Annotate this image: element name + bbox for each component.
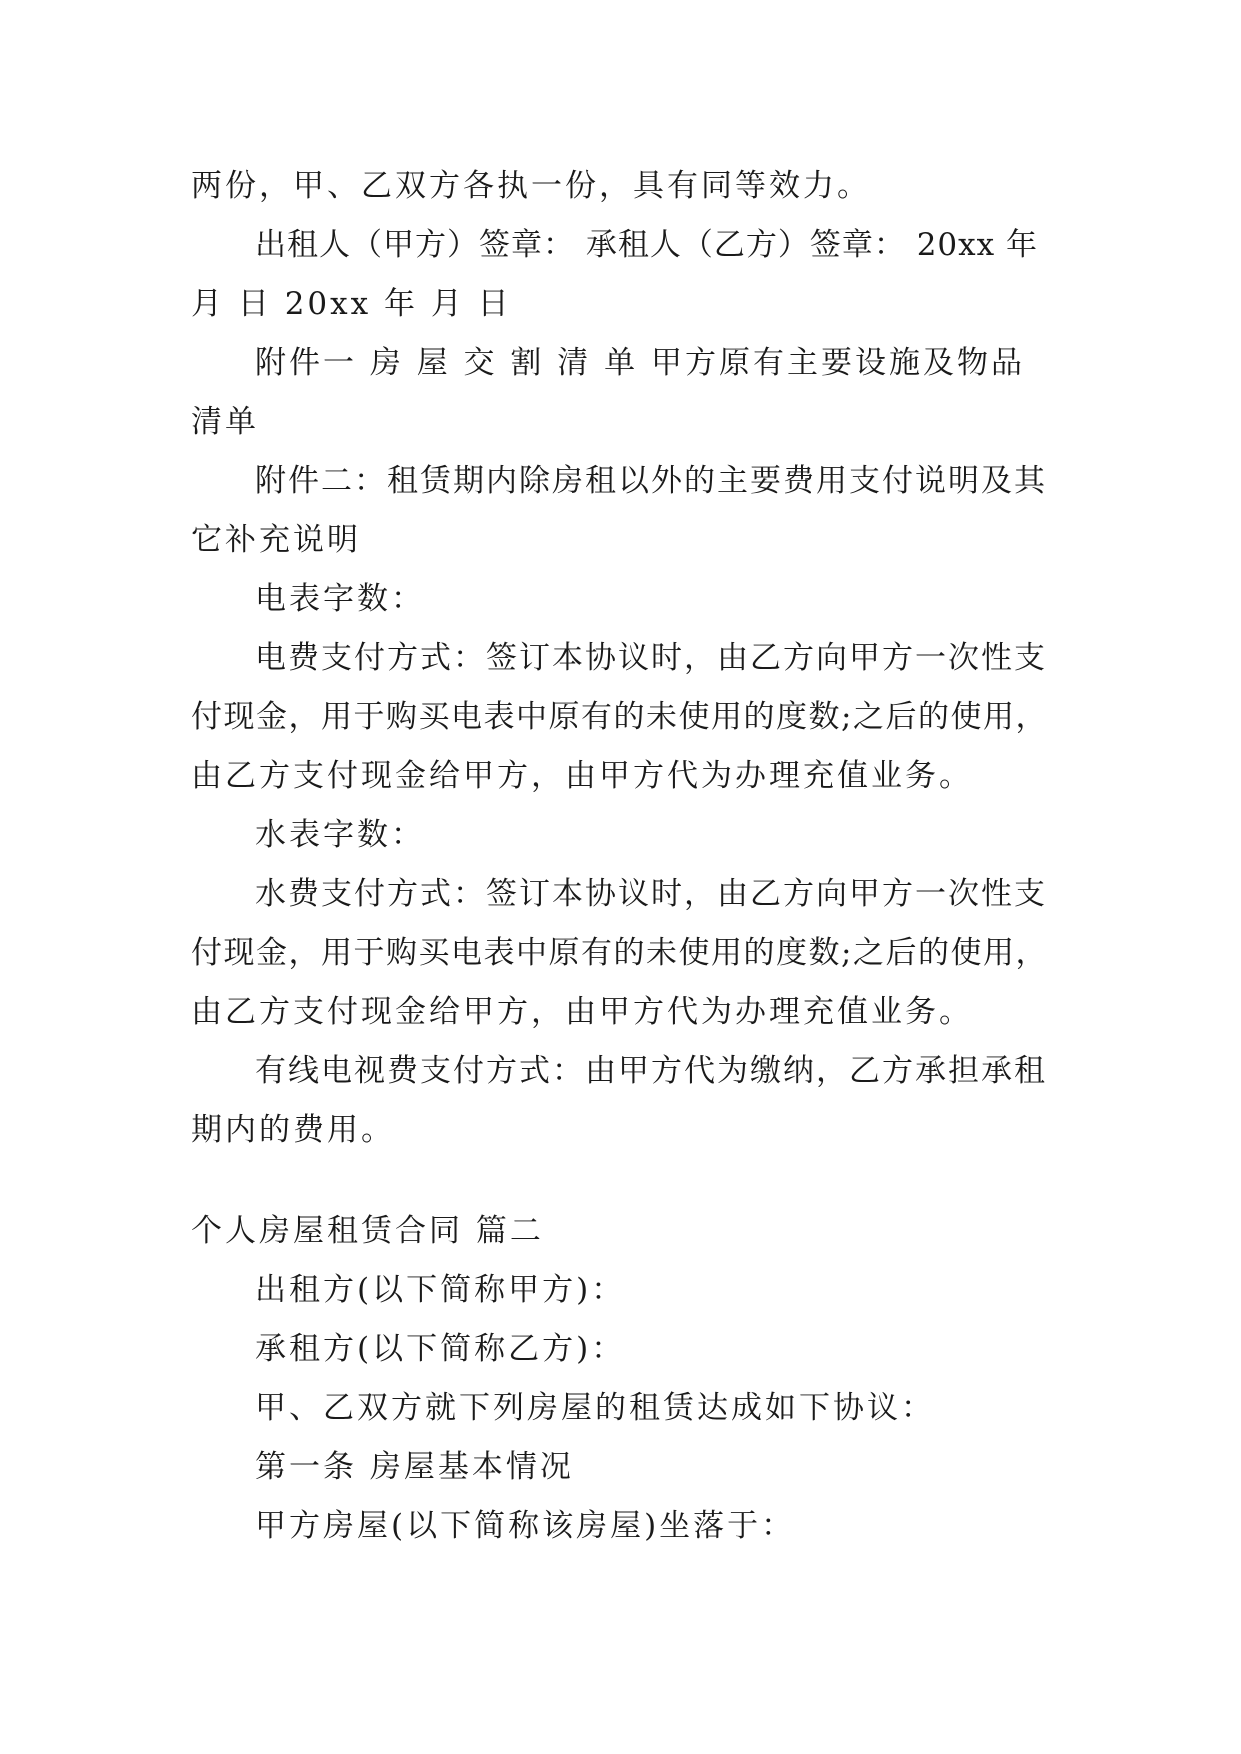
water-payment-line: 水费支付方式：签订本协议时，由乙方向甲方一次性支 (255, 876, 1047, 912)
water-meter-label: 水表字数： (255, 817, 425, 853)
electric-meter-label: 电表字数： (255, 581, 425, 617)
text-line: 两份，甲、乙双方各执一份，具有同等效力。 (191, 168, 871, 204)
section-heading: 个人房屋租赁合同 篇二 (191, 1213, 544, 1249)
date-line: 月 日 20xx 年 月 日 (191, 286, 512, 322)
electric-payment-line: 电费支付方式：签订本协议时，由乙方向甲方一次性支 (255, 640, 1047, 676)
cable-tv-payment-line: 有线电视费支付方式：由甲方代为缴纳，乙方承担承租 (255, 1053, 1047, 1089)
lessee-line: 承租方(以下简称乙方)： (255, 1331, 626, 1367)
attachment-two-line: 附件二：租赁期内除房租以外的主要费用支付说明及其 (255, 463, 1047, 499)
property-location-line: 甲方房屋(以下简称该房屋)坐落于： (255, 1508, 796, 1544)
lessor-line: 出租方(以下简称甲方)： (255, 1272, 626, 1308)
signature-line: 出租人（甲方）签章： 承租人（乙方）签章： 20xx 年 (255, 227, 1038, 263)
text-line: 由乙方支付现金给甲方，由甲方代为办理充值业务。 (191, 994, 973, 1030)
agreement-line: 甲、乙双方就下列房屋的租赁达成如下协议： (255, 1390, 935, 1426)
attachment-one-line: 附件一 房 屋 交 割 清 单 甲方原有主要设施及物品 (255, 345, 1025, 381)
text-line: 付现金，用于购买电表中原有的未使用的度数;之后的使用， (191, 699, 1048, 735)
text-line: 它补充说明 (191, 522, 361, 558)
text-line: 期内的费用。 (191, 1112, 395, 1148)
text-line: 付现金，用于购买电表中原有的未使用的度数;之后的使用， (191, 935, 1048, 971)
text-line: 由乙方支付现金给甲方，由甲方代为办理充值业务。 (191, 758, 973, 794)
article-heading: 第一条 房屋基本情况 (255, 1449, 574, 1485)
text-line: 清单 (191, 404, 259, 440)
